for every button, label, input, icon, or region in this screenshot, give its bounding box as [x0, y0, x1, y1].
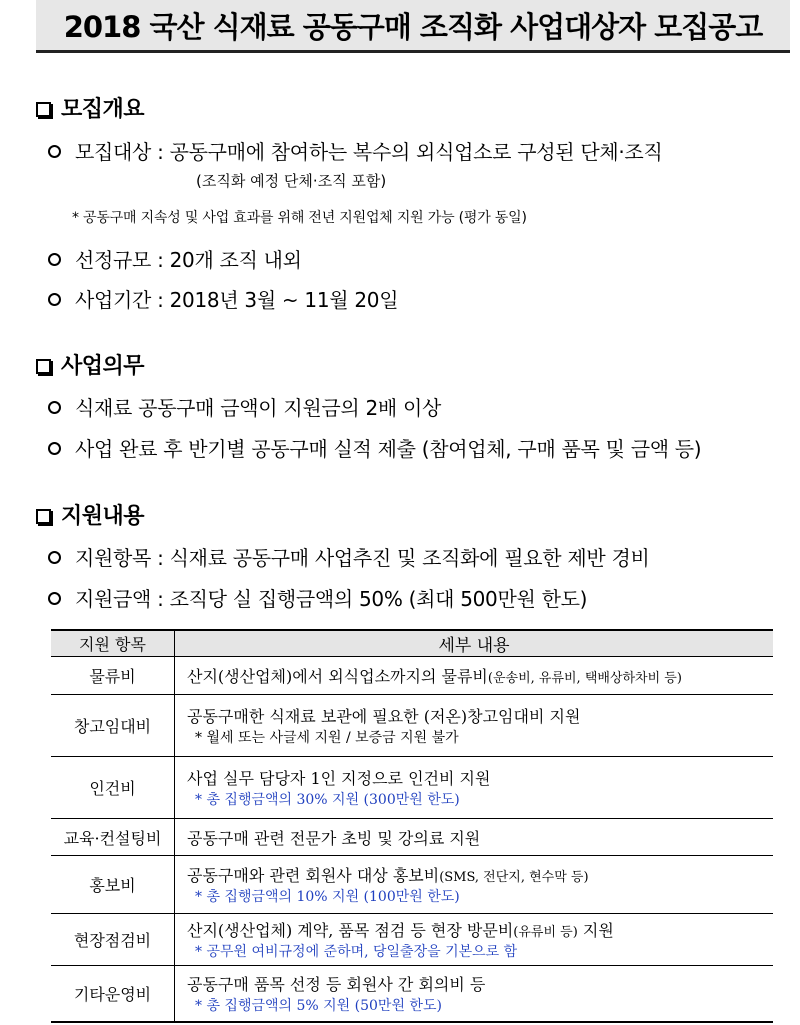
table-cell-note: * 월세 또는 사글세 지원 / 보증금 지원 불가	[195, 730, 459, 746]
table-cell-item: 인건비	[51, 757, 175, 819]
table-row	[51, 757, 773, 819]
title-banner	[36, 0, 790, 53]
list-item: 사업기간 : 2018년 3월 ~ 11월 20일	[48, 284, 398, 313]
list-item-sub: (조직화 예정 단체·조직 포함)	[196, 172, 387, 190]
table-cell-detail: 산지(생산업체)에서 외식업소까지의 물류비(운송비, 유류비, 택배상하차비 등)	[175, 657, 774, 695]
list-item: 지원항목 : 식재료 공동구매 사업추진 및 조직화에 필요한 제반 경비	[48, 542, 650, 571]
table-cell-item: 물류비	[51, 657, 175, 695]
table-cell-item: 교육·컨설팅비	[51, 819, 175, 856]
table-row	[51, 914, 773, 966]
circle-bullet-icon	[48, 592, 61, 605]
list-item: 식재료 공동구매 금액이 지원금의 2배 이상	[48, 392, 441, 421]
table-cell-detail: 공동구매 품목 선정 등 회원사 간 회의비 등 * 총 집행금액의 5% 지원 (50만원 한도)	[175, 966, 774, 1022]
section-heading-recruitment: 모집개요	[36, 92, 144, 123]
table-row	[51, 695, 773, 757]
table-row	[51, 819, 773, 856]
square-bullet-icon	[36, 102, 51, 117]
table-cell-note: * 총 집행금액의 30% 지원 (300만원 한도)	[195, 792, 460, 808]
table-header-row	[51, 630, 773, 657]
circle-bullet-icon	[48, 293, 61, 306]
section-heading-support: 지원내용	[36, 499, 144, 530]
circle-bullet-icon	[48, 401, 61, 414]
square-bullet-icon	[36, 359, 51, 374]
table-row	[51, 657, 773, 695]
table-cell-note: * 총 집행금액의 10% 지원 (100만원 한도)	[195, 889, 460, 905]
table-cell-item: 홍보비	[51, 856, 175, 914]
table-row	[51, 966, 773, 1022]
support-items-table	[51, 629, 773, 1023]
circle-bullet-icon	[48, 442, 61, 455]
table-cell-note: * 공무원 여비규정에 준하며, 당일출장을 기본으로 함	[195, 944, 518, 960]
table-cell-detail: 공동구매 관련 전문가 초빙 및 강의료 지원	[175, 819, 774, 856]
list-item: 선정규모 : 20개 조직 내외	[48, 244, 302, 273]
list-item: 사업 완료 후 반기별 공동구매 실적 제출 (참여업체, 구매 품목 및 금액 등)	[48, 433, 701, 462]
circle-bullet-icon	[48, 253, 61, 266]
table-cell-detail: 산지(생산업체) 계약, 품목 점검 등 현장 방문비(유류비 등) 지원 * 공무원 여비규정에 준하며, 당일출장을 기본으로 함	[175, 914, 774, 966]
column-header-item: 지원 항목	[51, 630, 175, 657]
table-cell-item: 기타운영비	[51, 966, 175, 1022]
page-title: 2018 국산 식재료 공동구매 조직화 사업대상자 모집공고	[63, 9, 763, 44]
table-row	[51, 856, 773, 914]
column-header-detail: 세부 내용	[175, 630, 774, 657]
circle-bullet-icon	[48, 145, 61, 158]
list-item-note: * 공동구매 지속성 및 사업 효과를 위해 전년 지원업체 지원 가능 (평가 동일)	[72, 210, 527, 226]
table-cell-item: 창고임대비	[51, 695, 175, 757]
list-item: 지원금액 : 조직당 실 집행금액의 50% (최대 500만원 한도)	[48, 583, 587, 612]
table-cell-detail: 공동구매한 식재료 보관에 필요한 (저온)창고임대비 지원 * 월세 또는 사글세 지원 / 보증금 지원 불가	[175, 695, 774, 757]
table-cell-note: * 총 집행금액의 5% 지원 (50만원 한도)	[195, 997, 442, 1014]
table-cell-item: 현장점검비	[51, 914, 175, 966]
table-cell-detail: 사업 실무 담당자 1인 지정으로 인건비 지원 * 총 집행금액의 30% 지원 (300만원 한도)	[175, 757, 774, 819]
list-item: 모집대상 : 공동구매에 참여하는 복수의 외식업소로 구성된 단체·조직	[48, 136, 662, 165]
section-heading-obligations: 사업의무	[36, 349, 144, 380]
table-cell-detail: 공동구매와 관련 회원사 대상 홍보비(SMS, 전단지, 현수막 등) * 총 집행금액의 10% 지원 (100만원 한도)	[175, 856, 774, 914]
square-bullet-icon	[36, 509, 51, 524]
circle-bullet-icon	[48, 551, 61, 564]
